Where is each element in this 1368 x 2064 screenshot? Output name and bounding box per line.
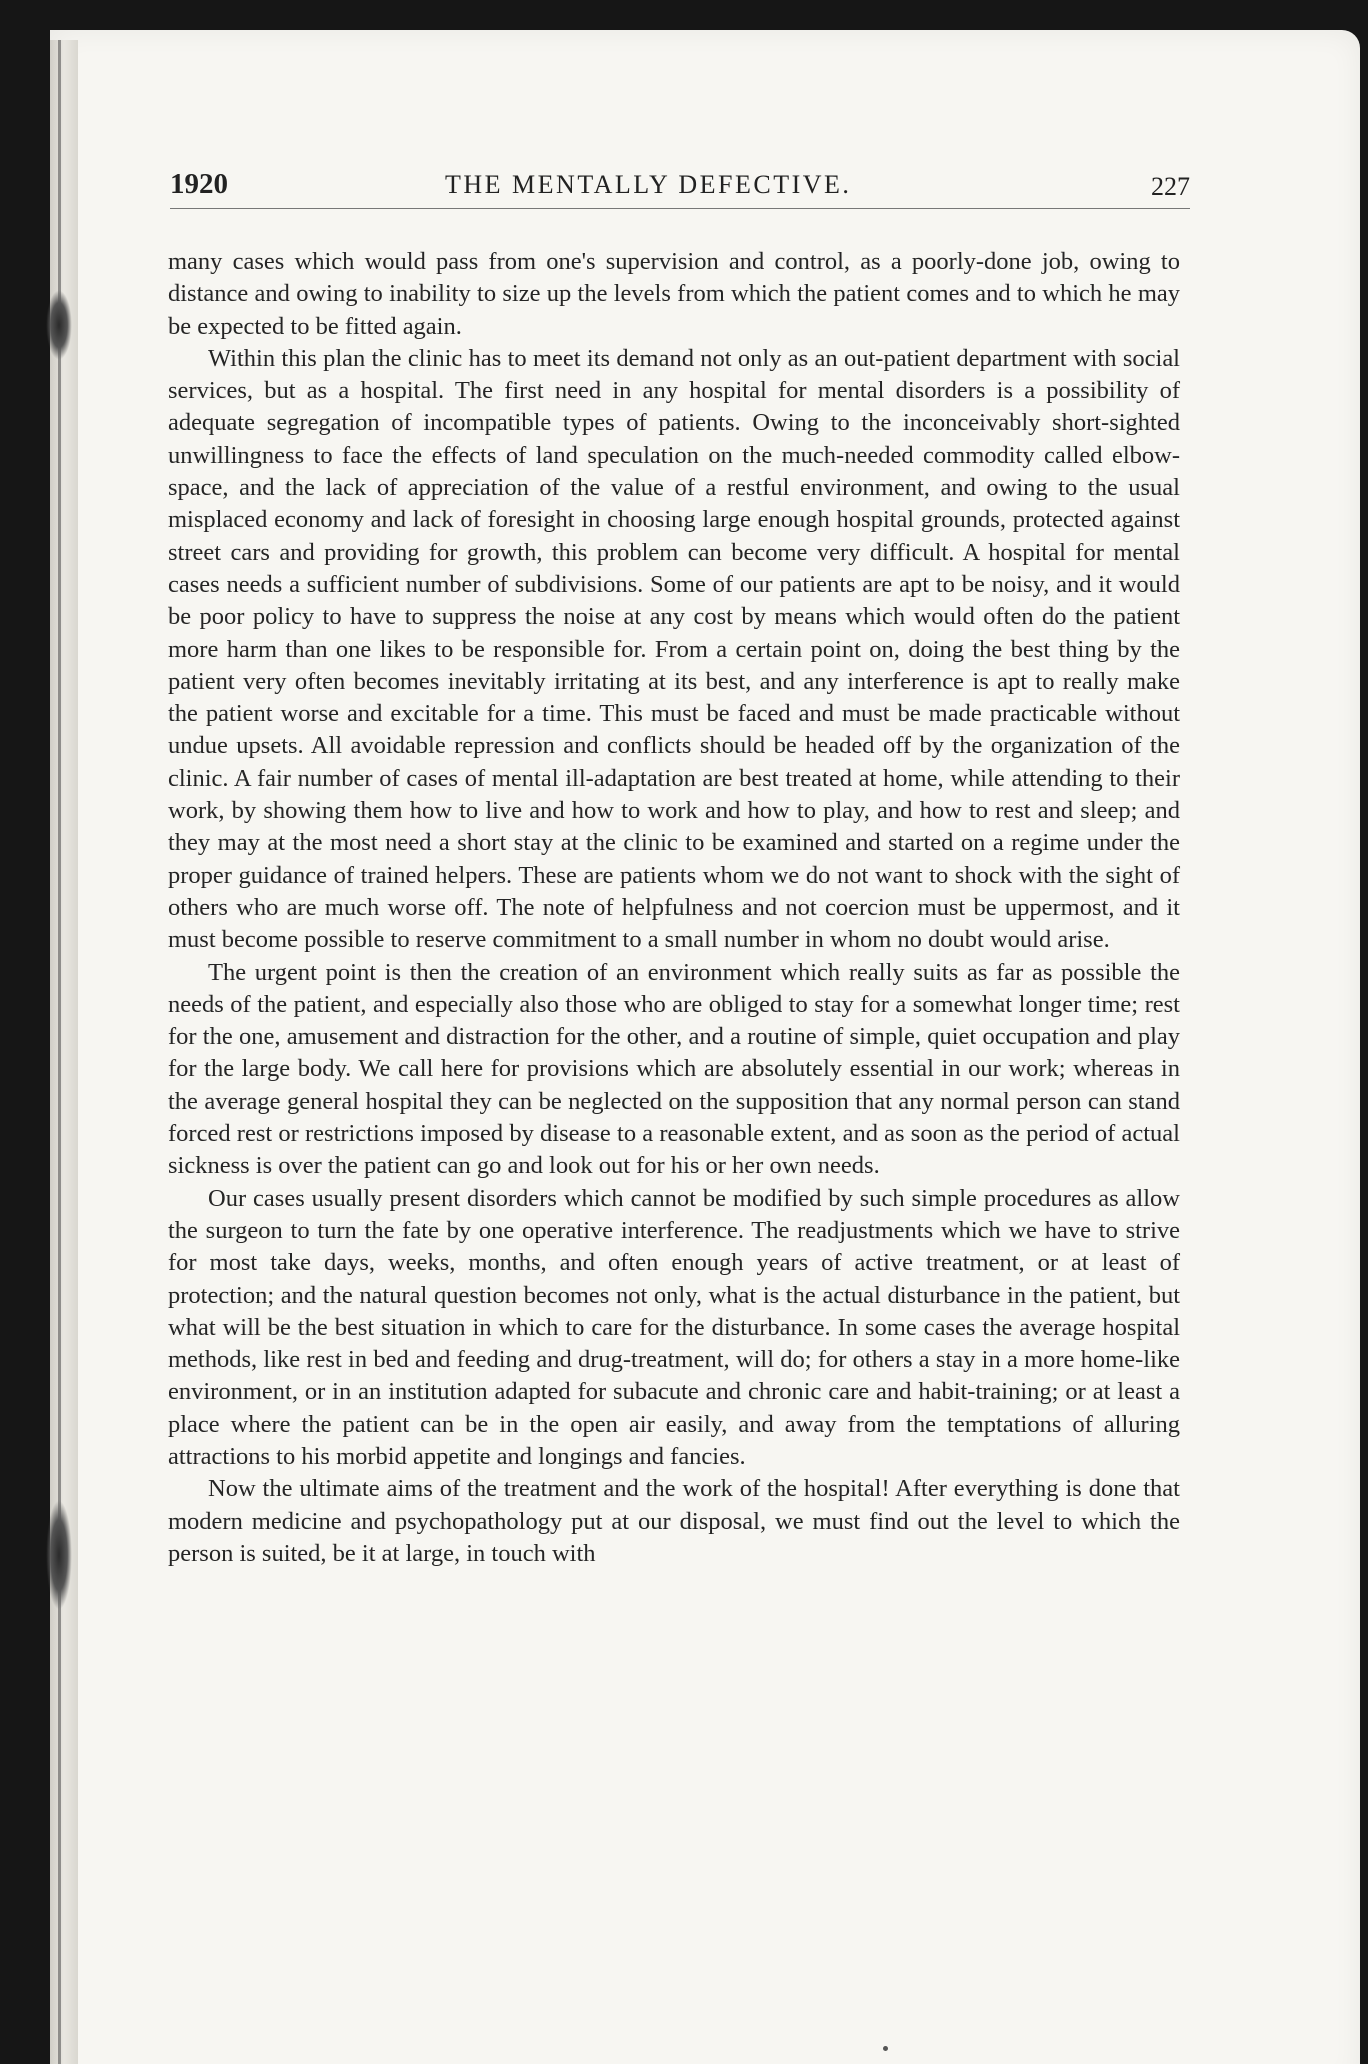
paragraph: Our cases usually present disorders which cannot be modified by such simple procedures as allow the surgeon to turn the fate by one operative interference. The readjustments which we have to strive for most take days, weeks, months, and often enough years of active treatment, or at least of protection; and the natural question becomes not only, what is the actual disturbance in the patient, but what will be the best situation in which to care for the disturbance. In some cases the average hospital methods, like rest in bed and feeding and drug-treatment, will do; for others a stay in a more home-like environment, or in an institution adapted for subacute and chronic care and habit-training; or at least a place where the patient can be in the open air easily, and away from the temptations of alluring attractions to his morbid appetite and longings and fancies. [168, 1184, 1180, 1470]
header-rule [170, 208, 1190, 209]
running-header [170, 168, 1190, 212]
body-text [168, 246, 1180, 1570]
ink-speck [883, 2046, 888, 2051]
paragraph: Within this plan the clinic has to meet its demand not only as an out-patient department with social services, but as a hospital. The first need in any hospital for mental disorders is a possibility of adequate segregation of incompatible types of patients. Owing to the inconceivably short-sighted unwillingness to face the effects of land speculation on the much-needed commodity called elbow-space, and the lack of appreciation of the value of a restful environment, and owing to the usual misplaced economy and lack of foresight in choosing large enough hospital grounds, protected against street cars and providing for growth, this problem can become very difficult. A hospital for mental cases needs a sufficient number of subdivisions. Some of our patients are apt to be noisy, and it would be poor policy to have to suppress the noise at any cost by means which would often do the patient more harm than one likes to be responsible for. From a certain point on, doing the best thing by the patient very often becomes inevitably irritating at its best, and any interference is apt to really make the patient worse and excitable for a time. This must be faced and must be made practicable without undue upsets. All avoidable repression and conflicts should be headed off by the organization of the clinic. A fair number of cases of mental ill-adaptation are best treated at home, while attending to their work, by showing them how to live and how to work and how to play, and how to rest and sleep; and they may at the most need a short stay at the clinic to be examined and started on a regime under the proper guidance of trained helpers. These are patients whom we do not want to shock with the sight of others who are much worse off. The note of helpfulness and not coercion must be uppermost, and it must become possible to reserve commitment to a small number in whom no doubt would arise. [168, 344, 1180, 954]
paragraph: Now the ultimate aims of the treatment and the work of the hospital! After everything is done that modern medicine and psychopathology put at our disposal, we must find out the level to which the person is suited, be it at large, in touch with [168, 1475, 1180, 1567]
header-title: THE MENTALLY DEFECTIVE. [445, 170, 852, 199]
binding-thread-mark [46, 1500, 72, 1610]
binding-thread-mark [46, 290, 72, 360]
paragraph: many cases which would pass from one's supervision and control, as a poorly-done job, owing to distance and owing to inability to size up the levels from which the patient comes and to which he may be expected to be fitted again. [168, 248, 1180, 340]
paragraph: The urgent point is then the creation of an environment which really suits as far as possible the needs of the patient, and especially also those who are obliged to stay for a somewhat longer time; rest for the one, amusement and distraction for the other, and a routine of simple, quiet occupation and play for the large body. We call here for provisions which are absolutely essential in our work; whereas in the average general hospital they can be neglected on the supposition that any normal person can stand forced rest or restrictions imposed by disease to a reasonable extent, and as soon as the period of actual sickness is over the patient can go and look out for his or her own needs. [168, 958, 1180, 1180]
page-number: 227 [1151, 172, 1190, 201]
header-year: 1920 [170, 168, 228, 200]
